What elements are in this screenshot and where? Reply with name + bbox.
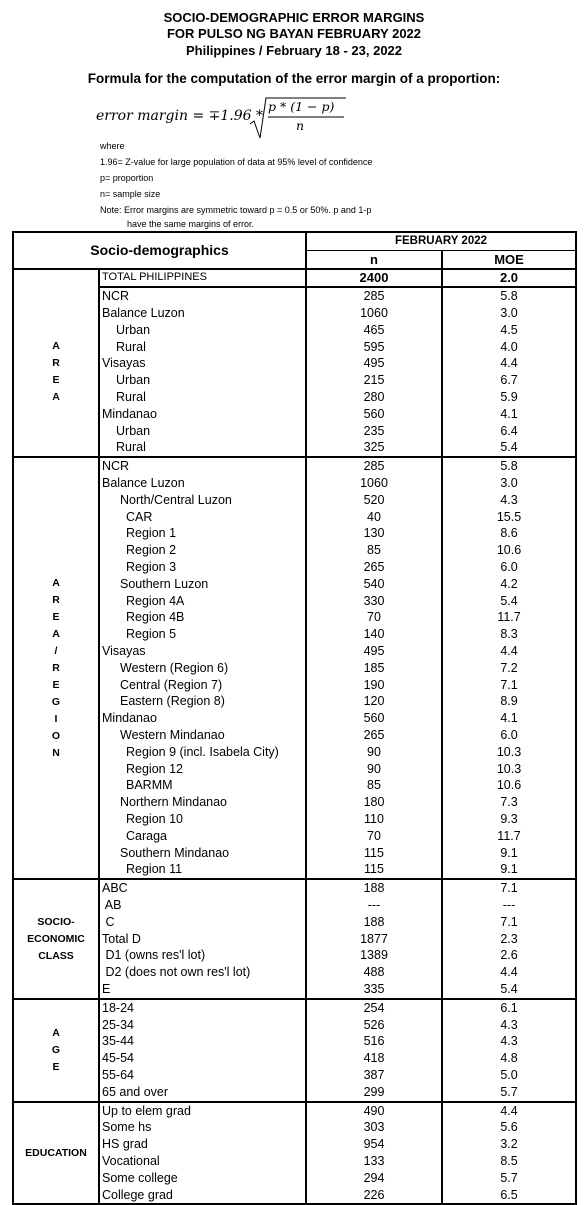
row-moe: 2.3 [442, 931, 576, 948]
formula-title: Formula for the computation of the error margin of a proportion: [87, 71, 501, 86]
header-moe: MOE [442, 250, 576, 268]
row-label: 35-44 [99, 1033, 306, 1050]
row-moe: 4.8 [442, 1050, 576, 1067]
row-moe: 11.7 [442, 610, 576, 627]
row-label: Region 11 [99, 861, 306, 879]
row-label: Western (Region 6) [99, 660, 306, 677]
row-moe: 5.4 [442, 440, 576, 458]
group-label-text: EDUCATION [25, 1146, 87, 1159]
group-label-text: A R E A [52, 339, 60, 403]
row-n: 40 [306, 509, 442, 526]
total-group-cell [13, 269, 99, 288]
row-n: 140 [306, 626, 442, 643]
note-symmetry-cont: have the same margins of error. [127, 219, 255, 229]
row-moe: 7.1 [442, 914, 576, 931]
total-n: 2400 [306, 269, 442, 288]
row-n: 560 [306, 406, 442, 423]
row-moe: 10.3 [442, 744, 576, 761]
row-label: Region 2 [99, 542, 306, 559]
row-moe: 3.0 [442, 305, 576, 322]
row-label: Balance Luzon [99, 475, 306, 492]
row-n: 303 [306, 1119, 442, 1136]
row-moe: 8.5 [442, 1153, 576, 1170]
row-moe: 5.8 [442, 457, 576, 475]
group-label [13, 287, 99, 457]
row-n: 70 [306, 828, 442, 845]
row-label: Northern Mindanao [99, 794, 306, 811]
row-n: 265 [306, 559, 442, 576]
row-n: 280 [306, 389, 442, 406]
row-n: 115 [306, 845, 442, 862]
row-label: NCR [99, 457, 306, 475]
row-label: Visayas [99, 356, 306, 373]
row-n: 495 [306, 356, 442, 373]
row-moe: 9.3 [442, 811, 576, 828]
row-moe: 4.1 [442, 406, 576, 423]
row-label: Up to elem grad [99, 1102, 306, 1120]
formula-notes [100, 138, 372, 231]
row-label: Region 3 [99, 559, 306, 576]
row-label: Rural [99, 339, 306, 356]
row-n: 954 [306, 1136, 442, 1153]
row-moe: 10.6 [442, 778, 576, 795]
row-n: 330 [306, 593, 442, 610]
row-n: 85 [306, 542, 442, 559]
row-n: 188 [306, 879, 442, 897]
row-label: Rural [99, 389, 306, 406]
row-n: 90 [306, 744, 442, 761]
row-label: 18-24 [99, 999, 306, 1017]
group-label [13, 1102, 99, 1205]
row-moe: 4.0 [442, 339, 576, 356]
row-label: Some hs [99, 1119, 306, 1136]
row-label: ABC [99, 879, 306, 897]
row-label: D1 (owns res'l lot) [99, 947, 306, 964]
table-row [13, 1102, 576, 1120]
row-n: 110 [306, 811, 442, 828]
row-label: Southern Luzon [99, 576, 306, 593]
row-n: 560 [306, 710, 442, 727]
row-n: 418 [306, 1050, 442, 1067]
row-label: E [99, 981, 306, 999]
group-label [13, 999, 99, 1102]
row-label: Region 9 (incl. Isabela City) [99, 744, 306, 761]
row-moe: 15.5 [442, 509, 576, 526]
row-n: 185 [306, 660, 442, 677]
row-moe: 5.0 [442, 1067, 576, 1084]
row-moe: 4.4 [442, 643, 576, 660]
row-label: Visayas [99, 643, 306, 660]
row-moe: 2.6 [442, 947, 576, 964]
row-label: CAR [99, 509, 306, 526]
formula-numerator: p * (1 − p) [268, 99, 335, 114]
row-label: HS grad [99, 1136, 306, 1153]
row-moe: 7.1 [442, 879, 576, 897]
group-label-text: SOCIO- ECONOMIC CLASS [27, 915, 85, 962]
row-moe: 3.0 [442, 475, 576, 492]
row-label: Urban [99, 423, 306, 440]
row-moe: 10.6 [442, 542, 576, 559]
formula-lhs: error margin = ∓1.96 * [96, 108, 263, 124]
row-moe: 6.0 [442, 727, 576, 744]
title-line-2: FOR PULSO NG BAYAN FEBRUARY 2022 [166, 26, 422, 41]
row-label: Caraga [99, 828, 306, 845]
row-n: 226 [306, 1187, 442, 1205]
row-moe: 4.4 [442, 964, 576, 981]
row-moe: 4.2 [442, 576, 576, 593]
row-n: 490 [306, 1102, 442, 1120]
row-n: 70 [306, 610, 442, 627]
header-period: FEBRUARY 2022 [306, 232, 576, 250]
note-z-value: 1.96= Z-value for large population of data at 95% level of confidence [100, 157, 373, 167]
row-label: North/Central Luzon [99, 492, 306, 509]
formula-denominator: n [296, 118, 305, 133]
row-label: 55-64 [99, 1067, 306, 1084]
row-label: NCR [99, 287, 306, 305]
row-moe: 4.4 [442, 356, 576, 373]
row-moe: 5.7 [442, 1170, 576, 1187]
row-moe: 6.0 [442, 559, 576, 576]
row-label: Vocational [99, 1153, 306, 1170]
row-label: Rural [99, 440, 306, 458]
row-moe: 5.7 [442, 1084, 576, 1102]
row-n: 85 [306, 778, 442, 795]
row-n: 285 [306, 287, 442, 305]
row-n: 387 [306, 1067, 442, 1084]
row-moe: 4.3 [442, 1033, 576, 1050]
row-n: 540 [306, 576, 442, 593]
row-label: 65 and over [99, 1084, 306, 1102]
row-moe: 9.1 [442, 861, 576, 879]
row-label: Urban [99, 372, 306, 389]
row-moe: 5.4 [442, 981, 576, 999]
row-n: 115 [306, 861, 442, 879]
row-n: 335 [306, 981, 442, 999]
title-line-3: Philippines / February 18 - 23, 2022 [185, 43, 403, 58]
row-n: 294 [306, 1170, 442, 1187]
row-moe: 4.3 [442, 1017, 576, 1034]
note-proportion: p= proportion [100, 173, 154, 183]
table-row [13, 999, 576, 1017]
row-moe: 3.2 [442, 1136, 576, 1153]
row-n: 133 [306, 1153, 442, 1170]
row-label: Balance Luzon [99, 305, 306, 322]
row-label: Region 12 [99, 761, 306, 778]
row-moe: 8.6 [442, 526, 576, 543]
row-label: BARMM [99, 778, 306, 795]
row-moe: 5.4 [442, 593, 576, 610]
row-n: 90 [306, 761, 442, 778]
row-moe: 6.5 [442, 1187, 576, 1205]
row-moe: 4.5 [442, 322, 576, 339]
table-row [13, 879, 576, 897]
row-n: 215 [306, 372, 442, 389]
row-moe: 5.9 [442, 389, 576, 406]
row-n: --- [306, 897, 442, 914]
table-row [13, 457, 576, 475]
row-n: 516 [306, 1033, 442, 1050]
row-label: 25-34 [99, 1017, 306, 1034]
header-n: n [306, 250, 442, 268]
row-label: Region 10 [99, 811, 306, 828]
row-moe: 4.3 [442, 492, 576, 509]
row-n: 120 [306, 694, 442, 711]
group-label [13, 457, 99, 879]
row-label: Western Mindanao [99, 727, 306, 744]
row-label: Region 5 [99, 626, 306, 643]
row-moe: 6.4 [442, 423, 576, 440]
row-label: Eastern (Region 8) [99, 694, 306, 711]
row-label: D2 (does not own res'l lot) [99, 964, 306, 981]
row-n: 299 [306, 1084, 442, 1102]
title-line-1: SOCIO-DEMOGRAPHIC ERROR MARGINS [163, 10, 425, 25]
row-moe: --- [442, 897, 576, 914]
row-moe: 10.3 [442, 761, 576, 778]
total-moe: 2.0 [442, 269, 576, 288]
row-moe: 11.7 [442, 828, 576, 845]
row-n: 465 [306, 322, 442, 339]
row-moe: 6.1 [442, 999, 576, 1017]
row-moe: 4.4 [442, 1102, 576, 1120]
row-moe: 9.1 [442, 845, 576, 862]
row-n: 1877 [306, 931, 442, 948]
row-moe: 7.1 [442, 677, 576, 694]
row-moe: 8.3 [442, 626, 576, 643]
group-label-text: A G E [51, 1026, 61, 1073]
row-label: 45-54 [99, 1050, 306, 1067]
note-sample-size: n= sample size [100, 189, 161, 199]
row-label: AB [99, 897, 306, 914]
row-n: 1060 [306, 475, 442, 492]
row-n: 325 [306, 440, 442, 458]
table-row [13, 287, 576, 305]
row-label: Mindanao [99, 710, 306, 727]
row-label: Region 4B [99, 610, 306, 627]
row-n: 265 [306, 727, 442, 744]
row-label: Southern Mindanao [99, 845, 306, 862]
row-label: Some college [99, 1170, 306, 1187]
note-where: where [100, 141, 125, 151]
row-n: 188 [306, 914, 442, 931]
row-moe: 7.2 [442, 660, 576, 677]
row-label: Region 4A [99, 593, 306, 610]
error-margin-table [12, 231, 577, 1205]
row-n: 488 [306, 964, 442, 981]
row-n: 235 [306, 423, 442, 440]
row-n: 285 [306, 457, 442, 475]
row-label: Region 1 [99, 526, 306, 543]
row-moe: 5.8 [442, 287, 576, 305]
row-moe: 8.9 [442, 694, 576, 711]
row-label: Mindanao [99, 406, 306, 423]
row-label: C [99, 914, 306, 931]
row-label: Central (Region 7) [99, 677, 306, 694]
row-label: Urban [99, 322, 306, 339]
row-moe: 7.3 [442, 794, 576, 811]
row-n: 595 [306, 339, 442, 356]
total-row [13, 269, 576, 288]
row-n: 1389 [306, 947, 442, 964]
group-label-text: A R E A / R E G I O N [51, 576, 61, 759]
row-moe: 5.6 [442, 1119, 576, 1136]
row-n: 526 [306, 1017, 442, 1034]
row-label: Total D [99, 931, 306, 948]
header-socio-demographics: Socio-demographics [13, 232, 306, 269]
group-label [13, 879, 99, 999]
row-moe: 6.7 [442, 372, 576, 389]
note-symmetry: Note: Error margins are symmetric toward p = 0.5 or 50%. p and 1-p [100, 205, 372, 215]
row-n: 254 [306, 999, 442, 1017]
table-body [13, 269, 576, 1205]
row-n: 190 [306, 677, 442, 694]
row-n: 520 [306, 492, 442, 509]
row-label: College grad [99, 1187, 306, 1205]
row-n: 180 [306, 794, 442, 811]
total-label: TOTAL PHILIPPINES [99, 269, 306, 288]
row-n: 1060 [306, 305, 442, 322]
row-n: 495 [306, 643, 442, 660]
row-moe: 4.1 [442, 710, 576, 727]
row-n: 130 [306, 526, 442, 543]
